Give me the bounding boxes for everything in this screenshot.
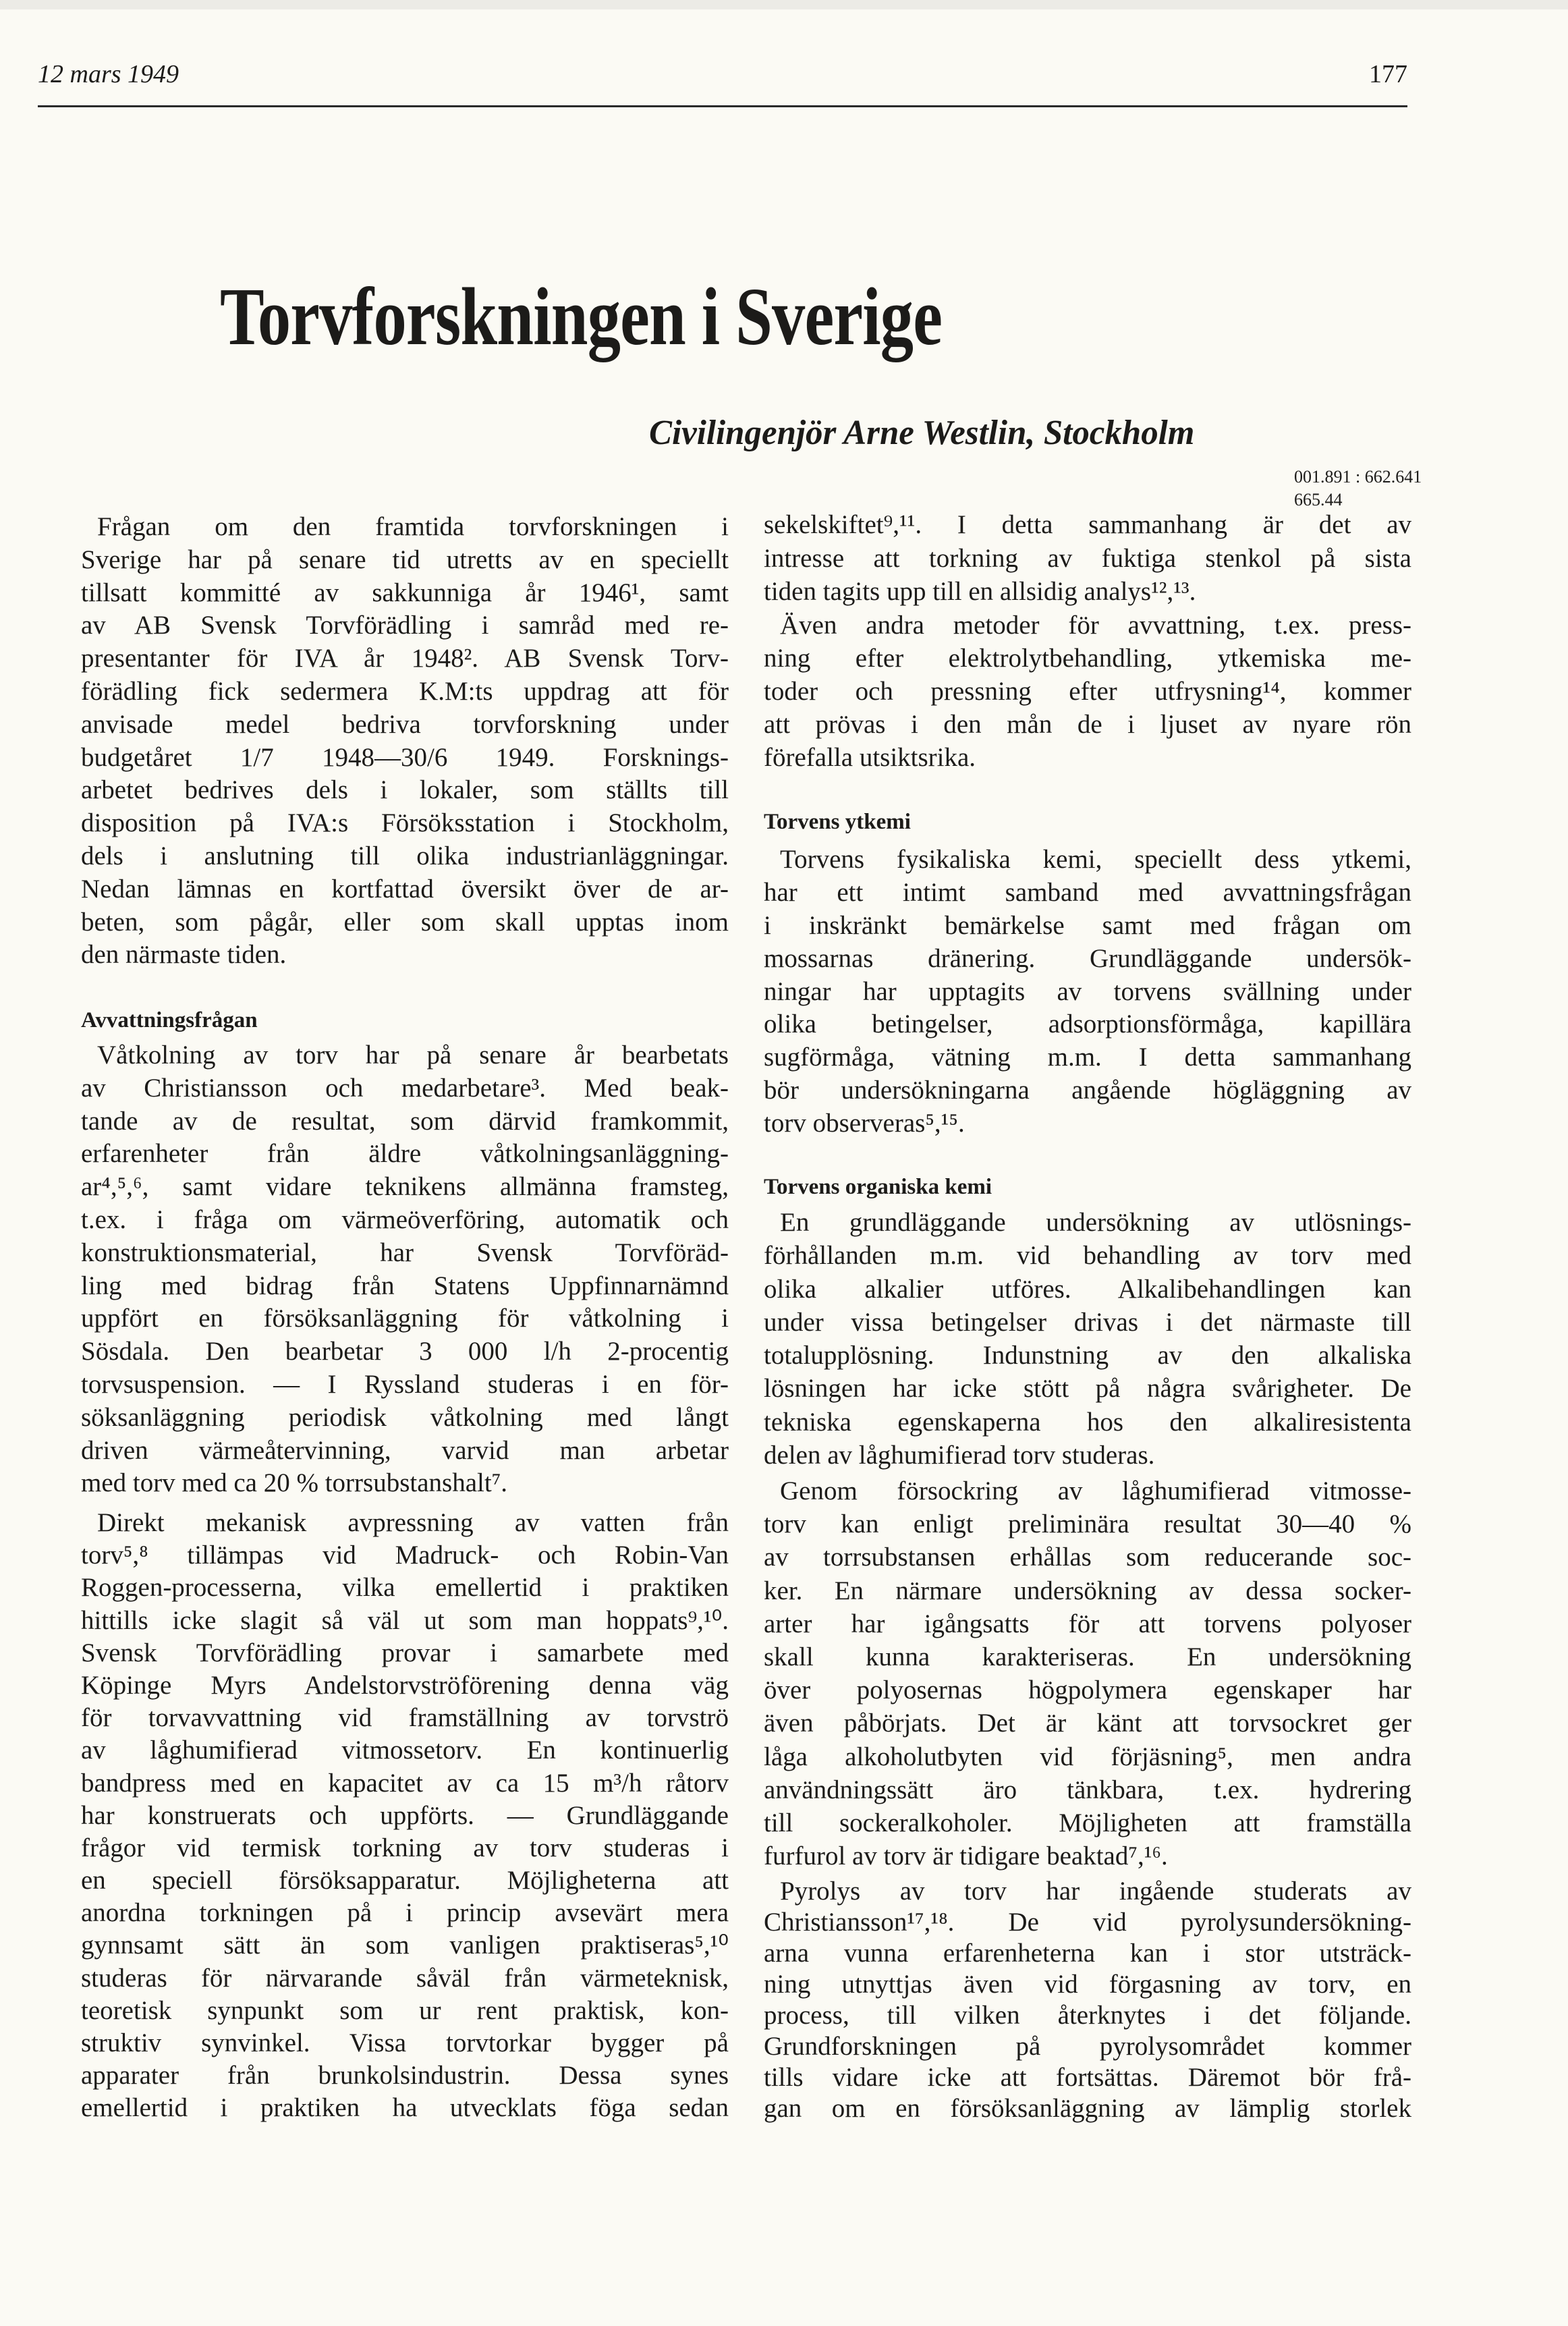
header-rule (38, 105, 1407, 107)
scan-edge (0, 0, 1568, 9)
text-line: Genom försockring av låghumifierad vitmosse- (780, 1476, 1411, 1505)
paragraph (764, 508, 1411, 609)
text-line: söksanläggning periodisk våtkolning med långt (81, 1402, 729, 1432)
text-line: ning utnyttjas även vid förgasning av torv, en (764, 1970, 1411, 1999)
paragraph (81, 1039, 729, 1500)
text-line: Christiansson¹⁷,¹⁸. De vid pyrolysundersökning- (764, 1908, 1411, 1937)
text-line: t.ex. i fråga om värmeöverföring, automatik och (81, 1204, 729, 1234)
text-line: tiden tagits upp till en allsidig analys¹²,¹³. (764, 577, 1196, 606)
paragraph (764, 843, 1411, 1140)
paragraph (764, 1474, 1411, 1873)
section-heading: Avvattningsfrågan (81, 1008, 258, 1032)
text-line: dels i anslutning till olika industrianläggningar. (81, 841, 729, 870)
text-line: olika betingelser, adsorptionsförmåga, kapillära (764, 1009, 1411, 1039)
text-line: av AB Svensk Torvförädling i samråd med re- (81, 611, 729, 640)
paragraph (764, 1206, 1411, 1472)
running-header-date: 12 mars 1949 (38, 60, 179, 88)
text-line: till sockeralkoholer. Möjligheten att framställa (764, 1808, 1411, 1837)
text-line: tande av de resultat, som därvid framkommit, (81, 1106, 729, 1136)
text-line: Frågan om den framtida torvforskningen i (97, 512, 729, 541)
text-line: Köpinge Myrs Andelstorvströförening denna väg (81, 1670, 729, 1700)
paragraph (764, 609, 1411, 774)
text-line: erfarenheter från äldre våtkolningsanläggning- (81, 1139, 729, 1169)
text-line: Pyrolys av torv har ingående studerats av (780, 1877, 1411, 1906)
text-line: bandpress med en kapacitet av ca 15 m³/h råtorv (81, 1768, 729, 1798)
paragraph (81, 511, 729, 972)
text-line: teoretisk synpunkt som ur rent praktisk, kon- (81, 1995, 729, 2025)
text-line: har konstruerats och uppförts. — Grundläggande (81, 1800, 729, 1830)
text-line: Grundforskningen på pyrolysområdet kommer (764, 2032, 1411, 2061)
text-line: emellertid i praktiken ha utvecklats föga sedan (81, 2093, 729, 2123)
text-line: torv⁵,⁸ tillämpas vid Madruck- och Robin-Van (81, 1541, 729, 1570)
text-line: med torv med ca 20 % torrsubstanshalt⁷. (81, 1468, 508, 1498)
text-line: delen av låghumifierad torv studeras. (764, 1441, 1155, 1470)
text-line: frågor vid termisk torkning av torv studeras i (81, 1833, 729, 1862)
text-line: även påbörjats. Det är känt att torvsockret ger (764, 1709, 1411, 1738)
text-line: apparater från brunkolsindustrin. Dessa synes (81, 2061, 729, 2090)
text-line: ling med bidrag från Statens Uppfinnarnämnd (81, 1271, 729, 1300)
text-line: tillsatt kommitté av sakkunniga år 1946¹, samt (81, 578, 729, 607)
text-line: process, till vilken återknytes i det följande. (764, 2001, 1411, 2030)
text-line: torv observeras⁵,¹⁵. (764, 1109, 965, 1138)
text-line: över polyosernas högpolymera egenskaper har (764, 1676, 1411, 1705)
text-line: intresse att torkning av fuktiga stenkol på sista (764, 543, 1411, 573)
text-line: Roggen-processerna, vilka emellertid i praktiken (81, 1573, 729, 1603)
text-line: Direkt mekanisk avpressning av vatten från (97, 1508, 729, 1537)
text-line: för torvavvattning vid framställning av torvströ (81, 1703, 729, 1733)
text-line: förhållanden m.m. vid behandling av torv med (764, 1241, 1411, 1271)
section-heading: Torvens ytkemi (764, 810, 911, 834)
text-line: under vissa betingelser drivas i det närmaste till (764, 1307, 1411, 1337)
paragraph (81, 1507, 729, 2125)
text-line: uppfört en försöksanläggning för våtkolning i (81, 1304, 729, 1333)
text-line: i inskränkt bemärkelse samt med frågan om (764, 910, 1411, 940)
text-line: gynnsamt sätt än som vanligen praktiseras⁵,¹⁰ (81, 1931, 729, 1960)
section-heading: Torvens organiska kemi (764, 1175, 992, 1199)
text-line: arna vunna erfarenheterna kan i stor utsträck- (764, 1939, 1411, 1968)
text-line: anordna torkningen på i princip avsevärt mera (81, 1898, 729, 1928)
text-line: hittills icke slagit så väl ut som man hoppats⁹,¹⁰. (81, 1605, 729, 1635)
text-line: av låghumifierad vitmossetorv. En kontinuerlig (81, 1736, 729, 1765)
article-title: Torvforskningen i Sverige (220, 271, 943, 362)
text-line: totalupplösning. Indunstning av den alkaliska (764, 1341, 1411, 1370)
text-line: tills vidare icke att fortsättas. Däremot bör frå- (764, 2063, 1411, 2092)
text-line: arbetet bedrives dels i lokaler, som ställts till (81, 775, 729, 805)
text-line: struktiv synvinkel. Vissa torvtorkar bygger på (81, 2028, 729, 2057)
text-line: driven värmeåtervinning, varvid man arbetar (81, 1435, 729, 1465)
text-line: konstruktionsmaterial, har Svensk Torvföräd- (81, 1238, 729, 1267)
udc-classification: 665.44 (1294, 490, 1343, 509)
text-line: förädling fick sedermera K.M:ts uppdrag att för (81, 676, 729, 706)
text-line: beten, som pågår, eller som skall upptas inom (81, 907, 729, 937)
text-line: lösningen har icke stött på några svårigheter. De (764, 1374, 1411, 1404)
paragraph (764, 1876, 1411, 2124)
text-line: ker. En närmare undersökning av dessa socker- (764, 1576, 1411, 1605)
text-line: studeras för närvarande såväl från värmeteknisk, (81, 1963, 729, 1993)
udc-classification: 001.891 : 662.641 (1294, 467, 1422, 487)
text-line: användningssätt äro tänkbara, t.ex. hydrering (764, 1775, 1411, 1804)
text-line: Svensk Torvförädling provar i samarbete med (81, 1638, 729, 1667)
text-line: den närmaste tiden. (81, 940, 287, 970)
text-line: Sverige har på senare tid utretts av en speciellt (81, 545, 729, 574)
text-line: sugförmåga, vätning m.m. I detta sammanhang (764, 1043, 1411, 1072)
text-line: bör undersökningarna angående högläggning av (764, 1076, 1411, 1105)
text-line: arter har igångsatts för att torvens polyoser (764, 1609, 1411, 1638)
text-line: Även andra metoder för avvattning, t.ex. press- (780, 611, 1411, 640)
text-line: tekniska egenskaperna hos den alkaliresistenta (764, 1407, 1411, 1437)
text-line: av Christiansson och medarbetare³. Med beak- (81, 1073, 729, 1103)
text-line: skall kunna karakteriseras. En undersökning (764, 1642, 1411, 1671)
text-line: disposition på IVA:s Försöksstation i Stockholm, (81, 808, 729, 838)
text-line: En grundläggande undersökning av utlösnings- (780, 1208, 1411, 1237)
text-line: har ett intimt samband med avvattningsfrågan (764, 877, 1411, 907)
text-line: att prövas i den mån de i ljuset av nyare rön (764, 710, 1411, 739)
text-line: Våtkolning av torv har på senare år bearbetats (97, 1041, 729, 1070)
text-line: olika alkalier utföres. Alkalibehandlingen kan (764, 1274, 1411, 1304)
text-line: sekelskiftet⁹,¹¹. I detta sammanhang är det av (764, 510, 1411, 539)
text-line: ning efter elektrolytbehandling, ytkemiska me- (764, 644, 1411, 673)
text-line: mossarnas dränering. Grundläggande undersök- (764, 943, 1411, 973)
text-line: ningar har upptagits av torvens svällning under (764, 976, 1411, 1006)
text-line: låga alkoholutbyten vid förjäsning⁵, men andra (764, 1742, 1411, 1771)
text-line: presentanter för IVA år 1948². AB Svensk Torv- (81, 644, 729, 673)
text-line: Nedan lämnas en kortfattad översikt över de ar- (81, 874, 729, 904)
text-line: anvisade medel bedriva torvforskning under (81, 709, 729, 739)
text-line: furfurol av torv är tidigare beaktad⁷,¹⁶. (764, 1842, 1168, 1871)
text-line: budgetåret 1/7 1948—30/6 1949. Forsknings- (81, 742, 729, 772)
text-line: gan om en försöksanläggning av lämplig storlek (764, 2094, 1411, 2123)
article-byline: Civilingenjör Arne Westlin, Stockholm (649, 414, 1195, 452)
text-line: toder och pressning efter utfrysning¹⁴, kommer (764, 677, 1411, 706)
text-line: Torvens fysikaliska kemi, speciellt dess ytkemi, (780, 845, 1411, 874)
text-line: en speciell försöksapparatur. Möjligheterna att (81, 1866, 729, 1895)
text-line: Sösdala. Den bearbetar 3 000 l/h 2-procentig (81, 1337, 729, 1366)
text-line: förefalla utsiktsrika. (764, 743, 976, 772)
page-number: 177 (1369, 60, 1407, 88)
text-line: av torrsubstansen erhållas som reducerande soc- (764, 1543, 1411, 1572)
text-line: ar⁴,⁵,⁶, samt vidare teknikens allmänna framsteg, (81, 1172, 729, 1202)
text-line: torvsuspension. — I Ryssland studeras i en för- (81, 1369, 729, 1399)
text-line: torv kan enligt preliminära resultat 30—40 % (764, 1510, 1411, 1539)
